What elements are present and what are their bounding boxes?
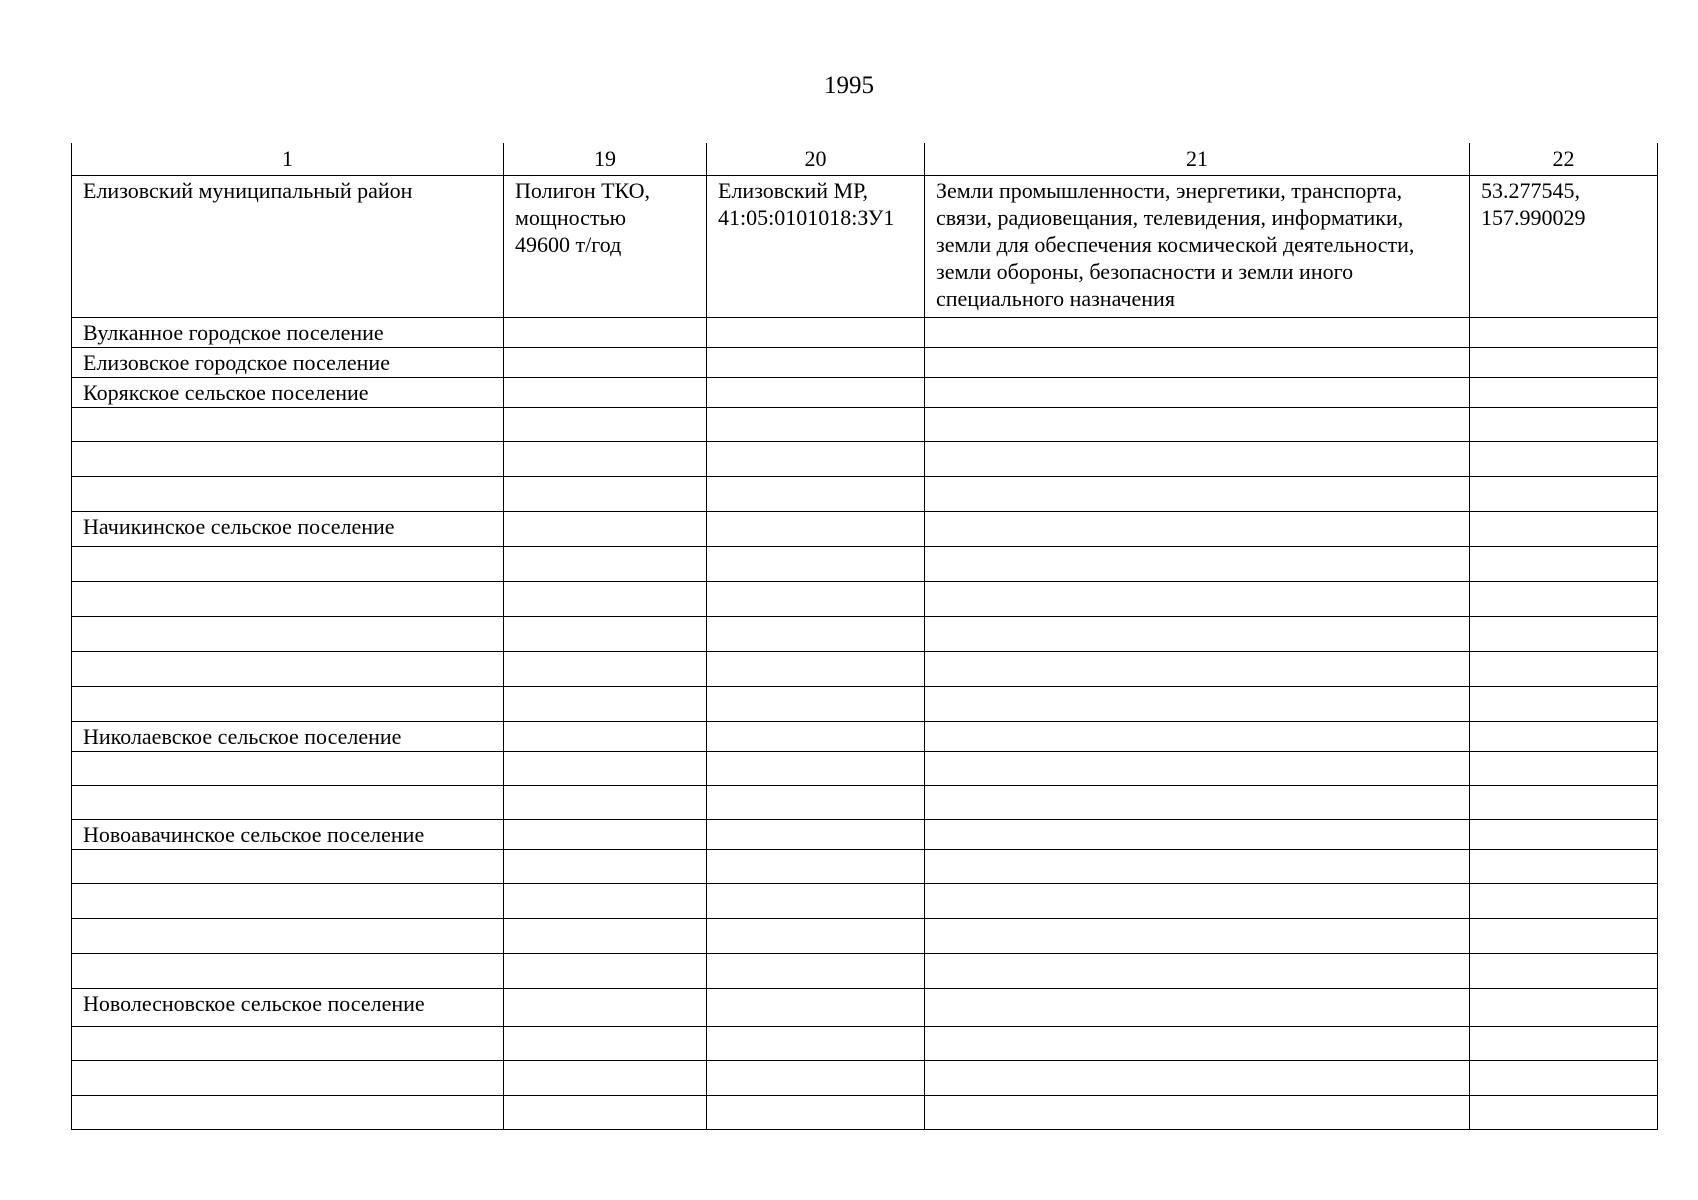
row-label	[72, 442, 504, 477]
table-row	[72, 989, 1658, 1027]
cell-facility: Полигон ТКО, мощностью 49600 т/год	[504, 176, 707, 318]
column-header-21: 21	[925, 143, 1470, 176]
table-row	[72, 582, 1658, 617]
table-row	[72, 884, 1658, 919]
cell-district-name: Елизовский муниципальный район	[72, 176, 504, 318]
table-row	[72, 617, 1658, 652]
table-row	[72, 652, 1658, 687]
settlement-name: Начикинское сельское поселение	[72, 512, 504, 547]
table-row-district	[72, 176, 1658, 318]
column-header-19: 19	[504, 143, 707, 176]
row-label	[72, 1027, 504, 1061]
table-row	[72, 512, 1658, 547]
row-label	[72, 1096, 504, 1130]
row-label	[72, 547, 504, 582]
table-row	[72, 820, 1658, 850]
table-row	[72, 1096, 1658, 1130]
table-row	[72, 954, 1658, 989]
column-header-1: 1	[72, 143, 504, 176]
row-label	[72, 1061, 504, 1096]
table-row	[72, 687, 1658, 722]
row-label	[72, 652, 504, 687]
header-row	[72, 143, 1658, 176]
row-label	[72, 582, 504, 617]
table-row	[72, 408, 1658, 442]
table-row	[72, 786, 1658, 820]
cell-cadastral-number: Елизовский МР, 41:05:0101018:ЗУ1	[707, 176, 925, 318]
data-table	[71, 143, 1658, 1130]
column-header-22: 22	[1470, 143, 1658, 176]
row-label	[72, 954, 504, 989]
settlement-name: Новолесновское сельское поселение	[72, 989, 504, 1027]
row-label	[72, 687, 504, 722]
table-row	[72, 318, 1658, 348]
table-row	[72, 1027, 1658, 1061]
cell-coordinates: 53.277545, 157.990029	[1470, 176, 1658, 318]
page-number: 1995	[824, 72, 874, 99]
table-row	[72, 477, 1658, 512]
settlement-name: Вулканное городское поселение	[72, 318, 504, 348]
row-label	[72, 477, 504, 512]
table-row	[72, 547, 1658, 582]
settlement-name: Корякское сельское поселение	[72, 378, 504, 408]
table-row	[72, 850, 1658, 884]
row-label	[72, 850, 504, 884]
settlement-name: Елизовское городское поселение	[72, 348, 504, 378]
column-header-20: 20	[707, 143, 925, 176]
settlement-name: Николаевское сельское поселение	[72, 722, 504, 752]
row-label	[72, 408, 504, 442]
row-label	[72, 884, 504, 919]
table-row	[72, 378, 1658, 408]
cell-land-category: Земли промышленности, энергетики, транспорта, связи, радиовещания, телевидения, информатики, земли для обеспечения космической деятельности, земли обороны, безопасности и земли иного специального назначения	[925, 176, 1470, 318]
table-row	[72, 752, 1658, 786]
table-row	[72, 348, 1658, 378]
table-row	[72, 442, 1658, 477]
table-row	[72, 1061, 1658, 1096]
row-label	[72, 786, 504, 820]
settlement-name: Новоавачинское сельское поселение	[72, 820, 504, 850]
row-label	[72, 617, 504, 652]
table-row	[72, 722, 1658, 752]
table-row	[72, 919, 1658, 954]
row-label	[72, 752, 504, 786]
row-label	[72, 919, 504, 954]
